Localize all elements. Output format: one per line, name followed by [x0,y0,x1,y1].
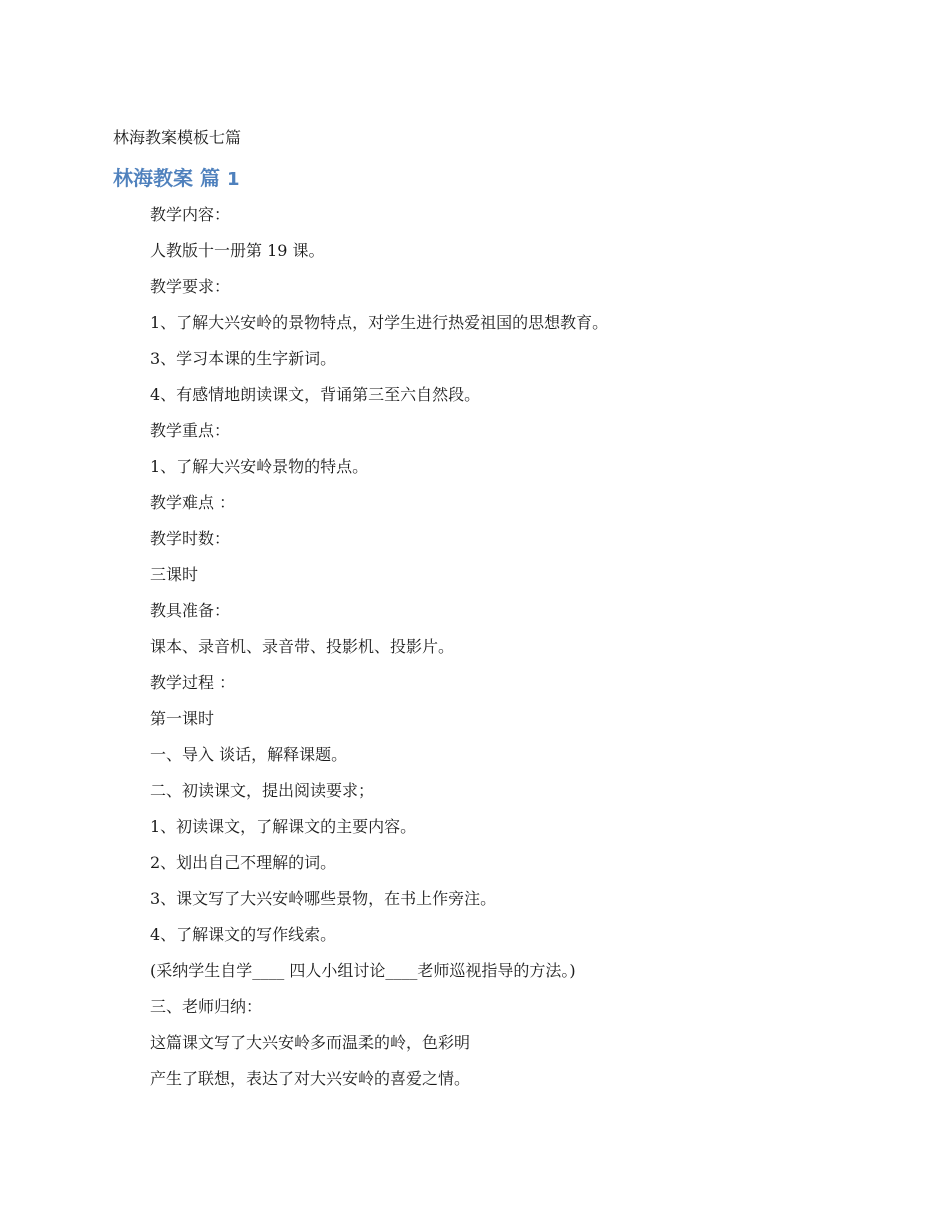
document-title: 林海教案模板七篇 [113,128,242,147]
paragraph-line: 三、老师归纳： [150,997,263,1016]
paragraph-line: 教学要求： [150,277,231,296]
paragraph-line: 一、导入 谈话，解释课题。 [150,745,348,764]
paragraph-line: 教具准备： [150,601,231,620]
paragraph-line: 3、学习本课的生字新词。 [150,349,337,368]
section-heading [113,163,239,195]
paragraph-line: (采纳学生自学____ 四人小组讨论____老师巡视指导的方法。) [150,961,576,980]
section-number: 1 [226,169,240,190]
paragraph-line: 教学重点： [150,421,231,440]
paragraph-line: 1、初读课文，了解课文的主要内容。 [150,817,417,836]
paragraph-line: 三课时 [150,565,199,584]
paragraph-line: 教学过程 ： [150,673,236,692]
paragraph-line: 1、了解大兴安岭景物的特点。 [150,457,369,476]
paragraph-line: 3、课文写了大兴安岭哪些景物，在书上作旁注。 [150,889,497,908]
section-heading-text: 林海教案 篇 [113,166,220,190]
paragraph-line: 4、有感情地朗读课文，背诵第三至六自然段。 [150,385,481,404]
paragraph-line: 第一课时 [150,709,215,728]
paragraph-line: 产生了联想，表达了对大兴安岭的喜爱之情。 [150,1069,471,1088]
paragraph-line: 教学难点 ： [150,493,236,512]
paragraph-line: 人教版十一册第 19 课。 [150,241,325,260]
paragraph-line: 1、了解大兴安岭的景物特点，对学生进行热爱祖国的思想教育。 [150,313,609,332]
paragraph-line: 二、初读课文，提出阅读要求； [150,781,375,800]
paragraph-line: 这篇课文写了大兴安岭多而温柔的岭，色彩明 [150,1033,471,1052]
paragraph-line: 课本、录音机、录音带、投影机、投影片。 [150,637,455,656]
paragraph-line: 教学时数： [150,529,231,548]
paragraph-line: 教学内容： [150,205,231,224]
paragraph-line: 2、划出自己不理解的词。 [150,853,337,872]
paragraph-line: 4、了解课文的写作线索。 [150,925,337,944]
document-body [150,203,608,1103]
